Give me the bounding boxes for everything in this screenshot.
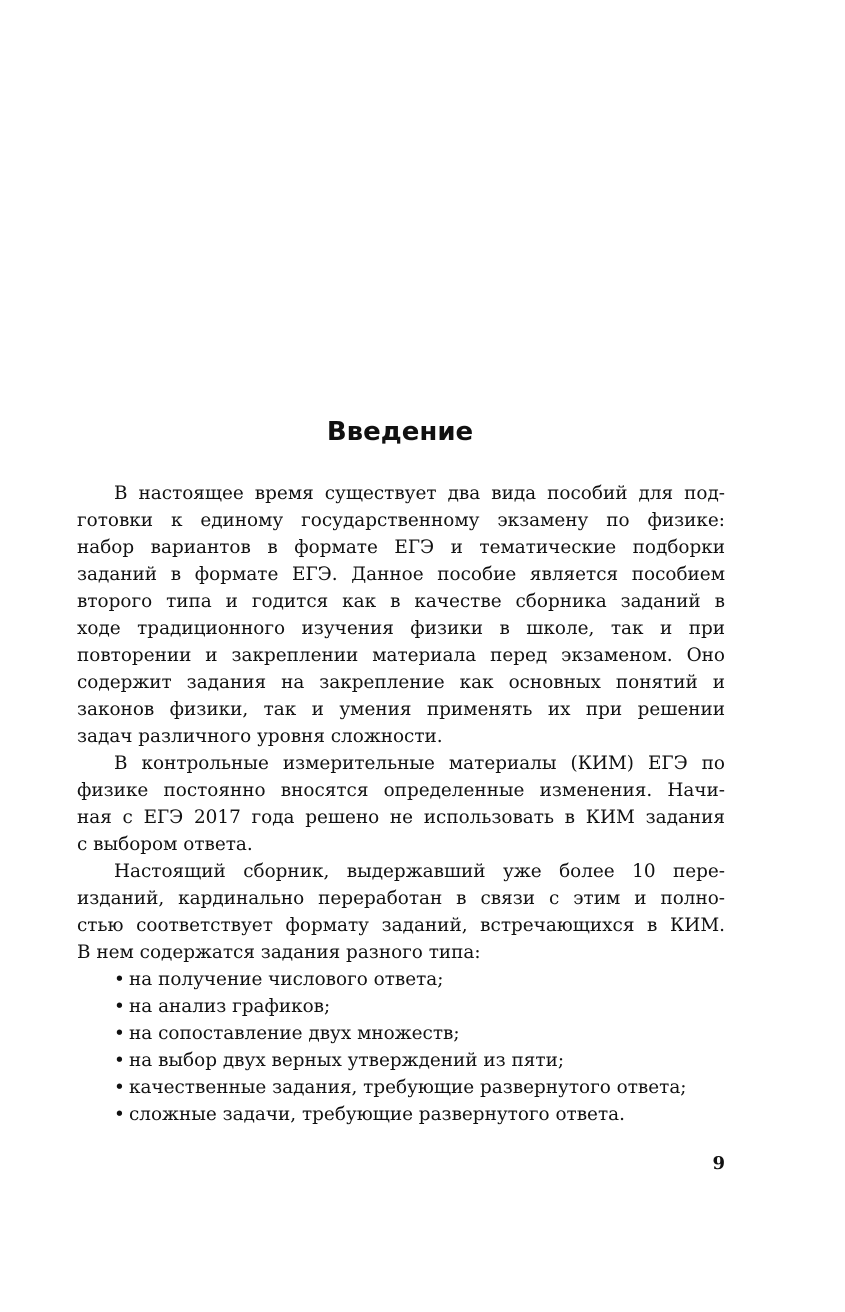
page-number: 9	[712, 1153, 725, 1174]
text-line: набор вариантов в формате ЕГЭ и тематические подборки	[77, 537, 725, 558]
text-line: задач различного уровня сложности.	[77, 726, 443, 747]
list-item	[77, 1101, 725, 1128]
text-line: готовки к единому государственному экзамену по физике:	[77, 510, 725, 531]
chapter-title: Введение	[326, 417, 474, 447]
list-item-text: качественные задания, требующие развернутого ответа;	[129, 1077, 687, 1098]
text-line: ходе традиционного изучения физики в школе, так и при	[77, 618, 725, 639]
list-item	[77, 1074, 725, 1101]
text-line: с выбором ответа.	[77, 834, 253, 855]
text-line: ная с ЕГЭ 2017 года решено не использовать в КИМ задания	[77, 807, 725, 828]
text-line: В нем содержатся задания разного типа:	[77, 942, 481, 963]
bullet-icon: •	[114, 1050, 125, 1071]
list-item	[77, 966, 725, 993]
list-item	[77, 993, 725, 1020]
body-text	[77, 480, 725, 1128]
bullet-icon: •	[114, 1104, 125, 1125]
text-line: В настоящее время существует два вида пособий для под-	[114, 483, 725, 504]
list-item-text: на анализ графиков;	[129, 996, 331, 1017]
text-line: физике постоянно вносятся определенные изменения. Начи-	[77, 780, 725, 801]
list-item-text: на сопоставление двух множеств;	[129, 1023, 460, 1044]
text-line: изданий, кардинально переработан в связи с этим и полно-	[77, 888, 725, 909]
bullet-icon: •	[114, 1077, 125, 1098]
text-line: Настоящий сборник, выдержавший уже более 10 пере-	[114, 861, 725, 882]
bullet-icon: •	[114, 996, 125, 1017]
list-item-text: на выбор двух верных утверждений из пяти;	[129, 1050, 565, 1071]
text-line: В контрольные измерительные материалы (КИМ) ЕГЭ по	[114, 753, 725, 774]
list-item	[77, 1020, 725, 1047]
list-item-text: на получение числового ответа;	[129, 969, 444, 990]
text-line: законов физики, так и умения применять их при решении	[77, 699, 725, 720]
list-item	[77, 1047, 725, 1074]
text-line: второго типа и годится как в качестве сборника заданий в	[77, 591, 725, 612]
task-type-list	[77, 966, 725, 1128]
text-line: содержит задания на закрепление как основных понятий и	[77, 672, 725, 693]
text-line: заданий в формате ЕГЭ. Данное пособие является пособием	[77, 564, 725, 585]
bullet-icon: •	[114, 1023, 125, 1044]
text-line: повторении и закреплении материала перед экзаменом. Оно	[77, 645, 725, 666]
text-line: стью соответствует формату заданий, встречающихся в КИМ.	[77, 915, 725, 936]
bullet-icon: •	[114, 969, 125, 990]
list-item-text: сложные задачи, требующие развернутого ответа.	[129, 1104, 625, 1125]
